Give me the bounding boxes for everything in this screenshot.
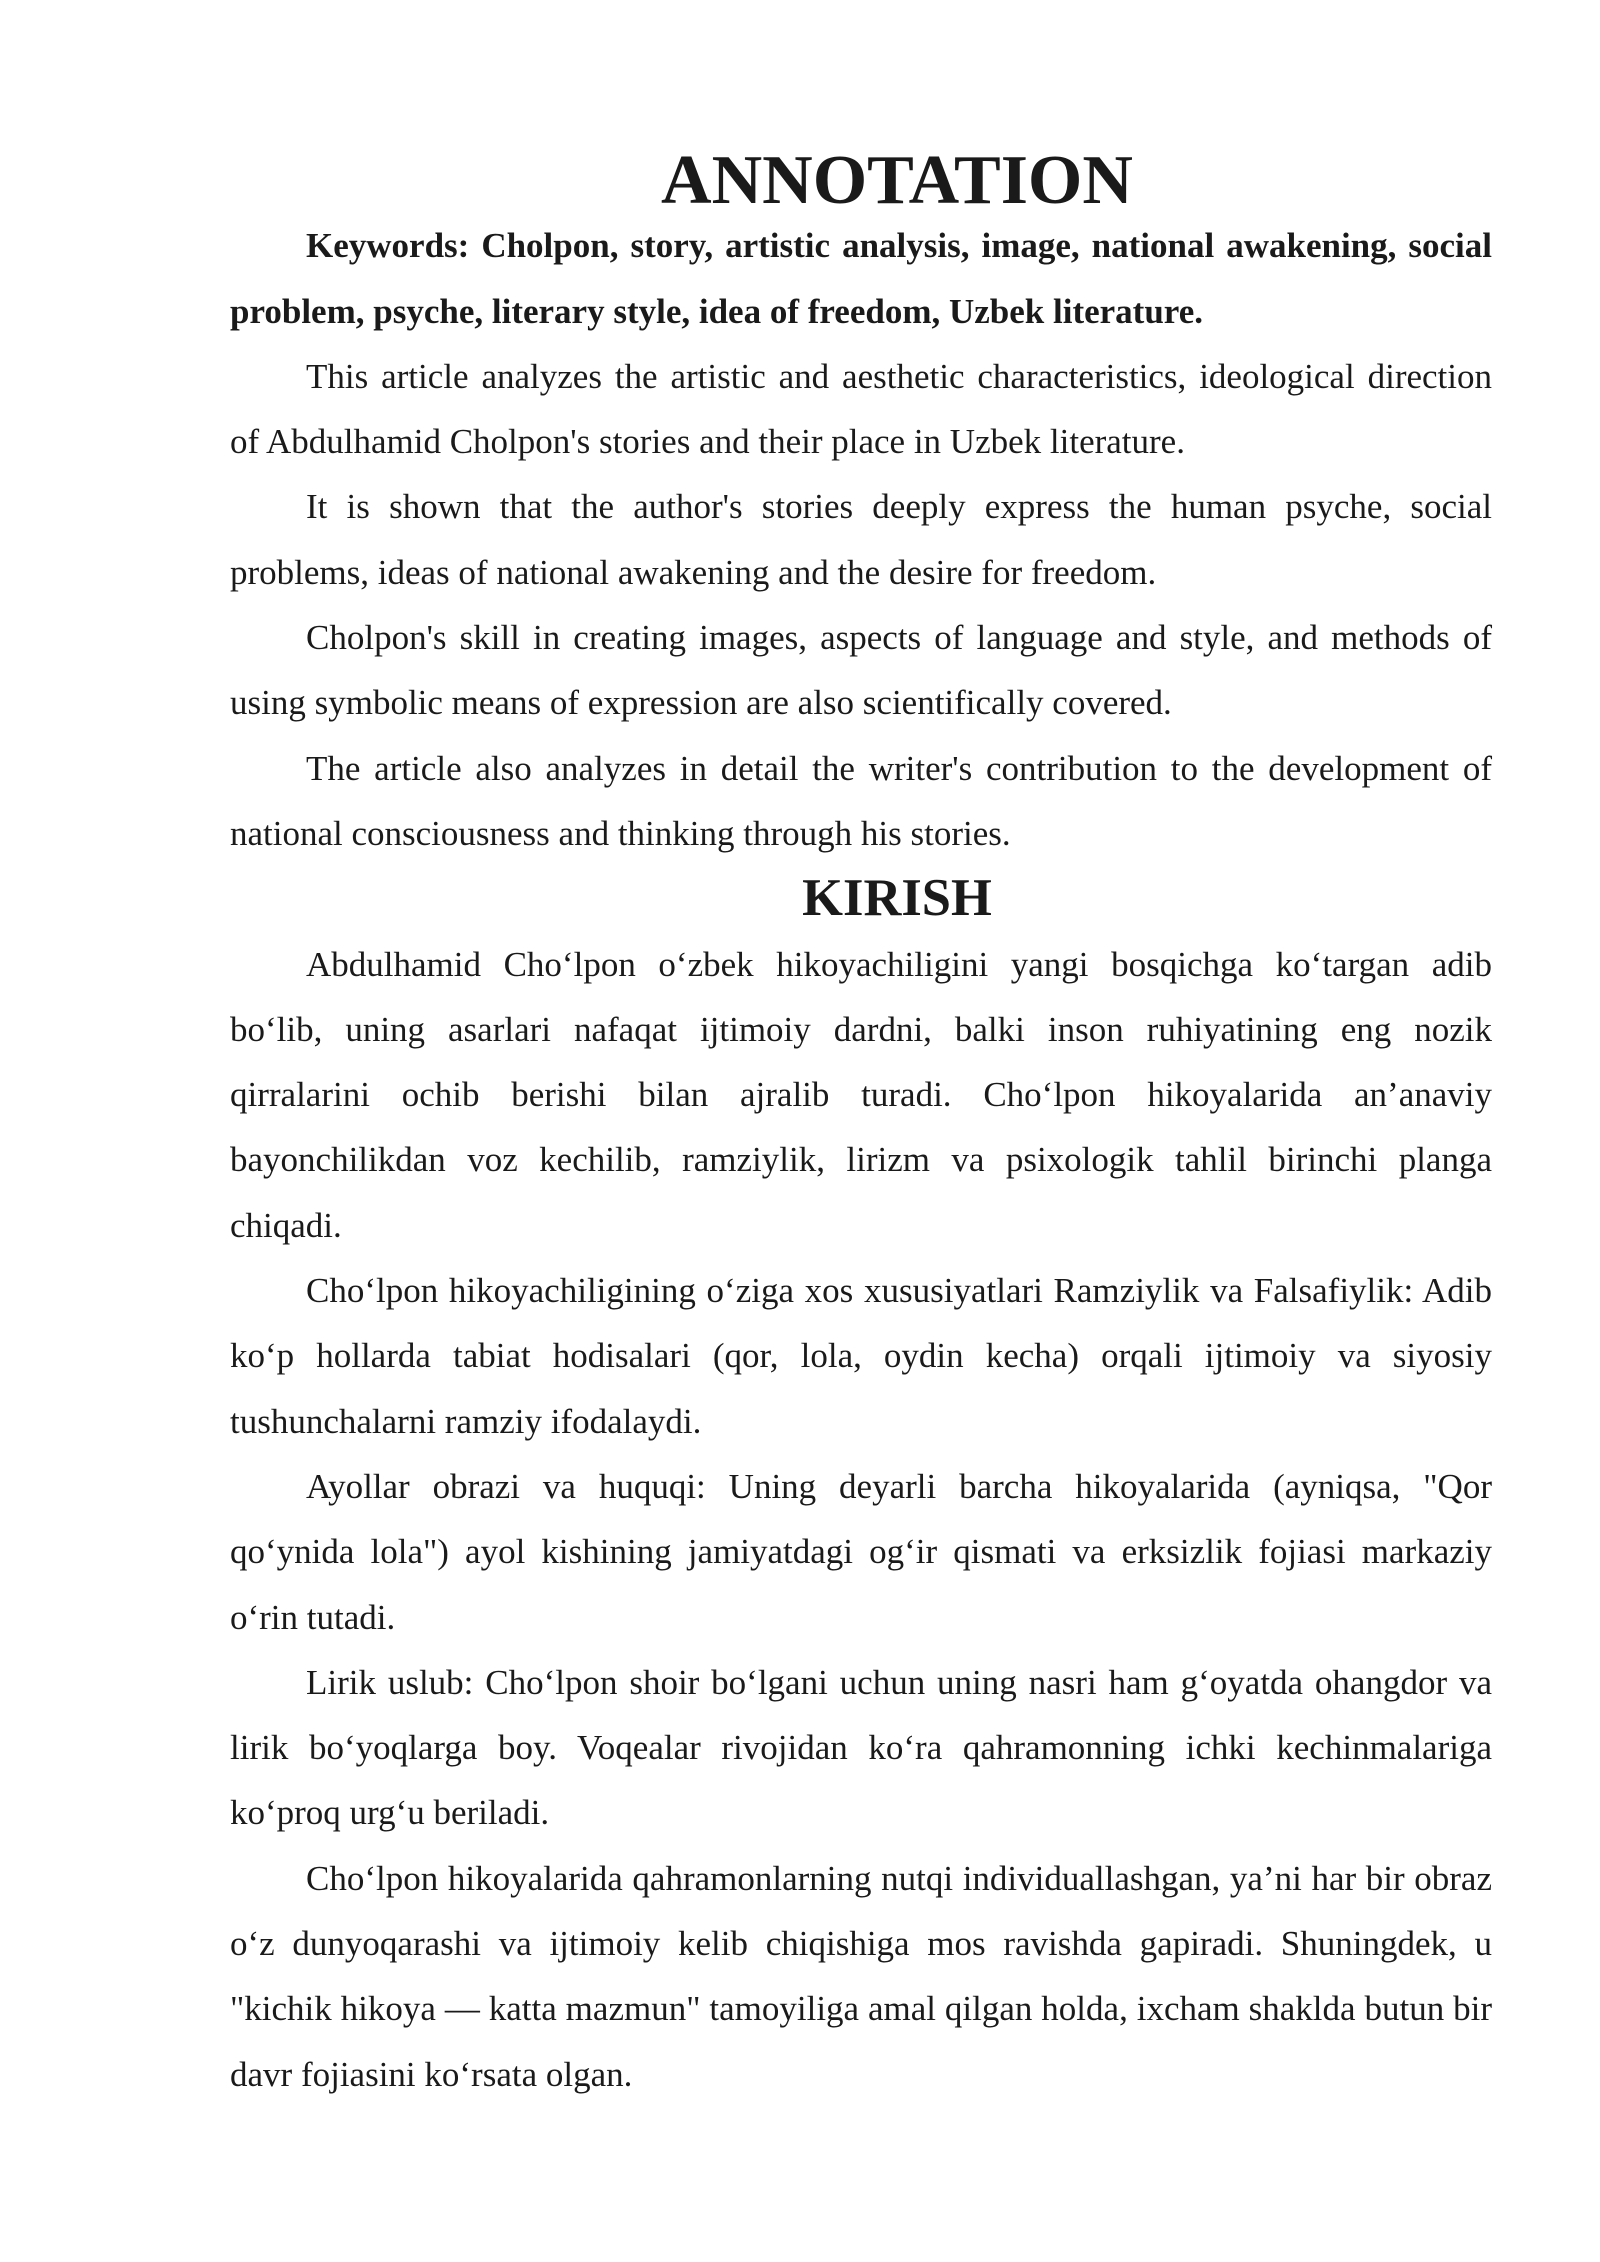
keywords-paragraph: Keywords: Cholpon, story, artistic analysis, image, national awakening, social problem, psyche, literary style, idea of freedom, Uzbek literature. xyxy=(230,226,1492,331)
kirish-heading: KIRISH xyxy=(802,869,992,928)
kirish-section xyxy=(230,866,1492,2107)
annotation-paragraph: This article analyzes the artistic and aesthetic characteristics, ideological direction of Abdulhamid Cholpon's stories and their place in Uzbek literature. xyxy=(230,356,1492,462)
kirish-paragraph: Ayollar obrazi va huquqi: Uning deyarli barcha hikoyalarida (ayniqsa, "Qor qo‘ynida lola") ayol kishining jamiyatdagi og‘ir qismati va erksizlik fojiasi markaziy o‘rin tutadi. xyxy=(230,1466,1492,1637)
kirish-paragraph: Cho‘lpon hikoyalarida qahramonlarning nutqi individuallashgan, ya’ni har bir obraz o‘z dunyoqarashi va ijtimoiy kelib chiqishiga mos ravishda gapiradi. Shuningdek, u "kichik hikoya — katta mazmun" tamoyiliga amal qilgan holda, ixcham shaklda butun bir davr fojiasini ko‘rsata olgan. xyxy=(230,1858,1492,2094)
kirish-paragraph: Lirik uslub: Cho‘lpon shoir bo‘lgani uchun uning nasri ham g‘oyatda ohangdor va lirik bo‘yoqlarga boy. Voqealar rivojidan ko‘ra qahramonning ichki kechinmalariga ko‘proq urg‘u beriladi. xyxy=(230,1662,1492,1833)
annotation-paragraph: Cholpon's skill in creating images, aspects of language and style, and methods of using symbolic means of expression are also scientifically covered. xyxy=(230,618,1492,723)
annotation-section xyxy=(230,142,1492,866)
annotation-heading: ANNOTATION xyxy=(661,142,1133,219)
annotation-paragraph: The article also analyzes in detail the writer's contribution to the development of national consciousness and thinking through his stories. xyxy=(230,748,1492,853)
kirish-paragraph: Cho‘lpon hikoyachiligining o‘ziga xos xususiyatlari Ramziylik va Falsafiylik: Adib ko‘p hollarda tabiat hodisalari (qor, lola, oydin kecha) orqali ijtimoiy va siyosiy tushunchalarni ramziy ifodalaydi. xyxy=(230,1271,1492,1441)
annotation-paragraph: It is shown that the author's stories deeply express the human psyche, social problems, ideas of national awakening and the desire for freedom. xyxy=(230,487,1492,592)
document-page xyxy=(230,142,1492,2107)
kirish-paragraph: Abdulhamid Cho‘lpon o‘zbek hikoyachiligini yangi bosqichga ko‘targan adib bo‘lib, uning asarlari nafaqat ijtimoiy dardni, balki inson ruhiyatining eng nozik qirralarini ochib berishi bilan ajralib turadi. Cho‘lpon hikoyalarida an’anaviy bayonchilikdan voz kechilib, ramziylik, lirizm va psixologik tahlil birinchi planga chiqadi. xyxy=(230,944,1492,1245)
